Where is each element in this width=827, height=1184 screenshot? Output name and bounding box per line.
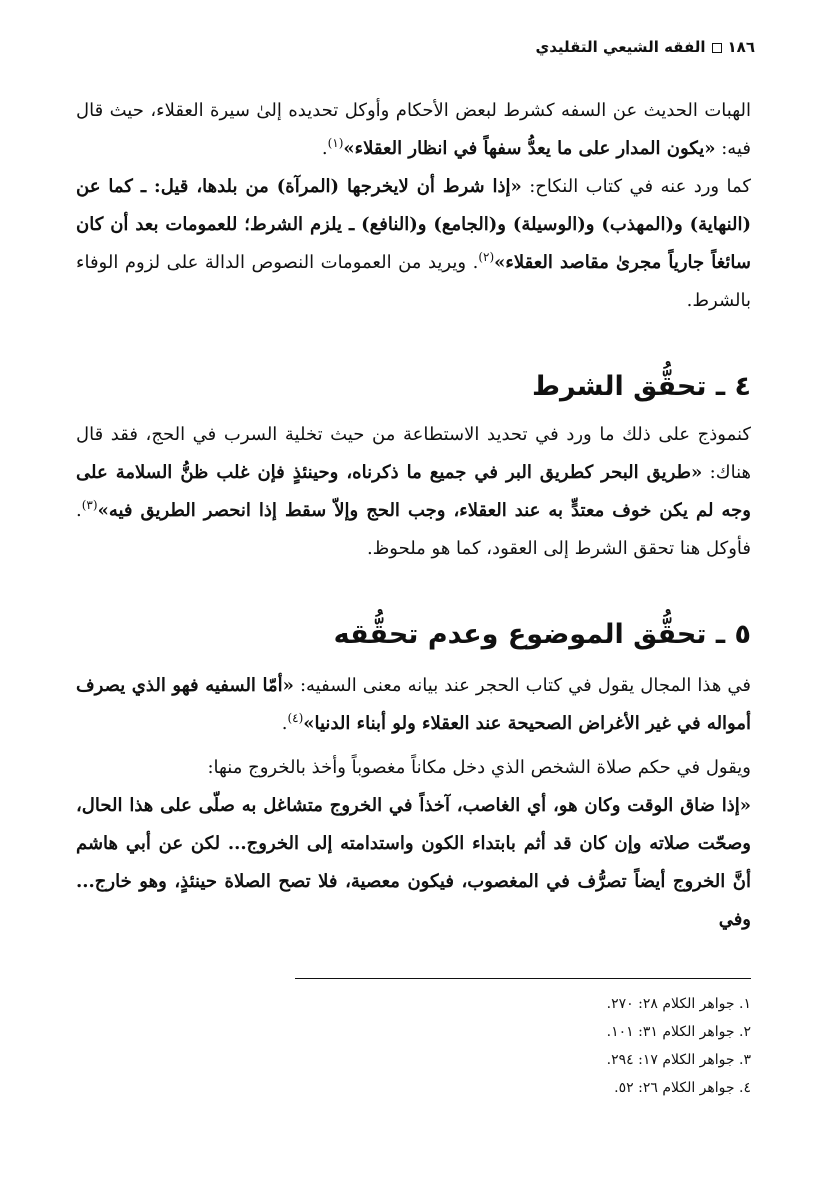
section-heading-5: ٥ ـ تحقُّق الموضوع وعدم تحقُّقه [333, 619, 751, 650]
footnote-3: ٣. جواهر الكلام ١٧: ٢٩٤. [606, 1052, 751, 1068]
quotation: «أمّا السفيه فهو الذي يصرف أمواله في غير الأغراض الصحيحة عند العقلاء ولو أبناء الدنيا» [76, 675, 751, 734]
quotation: «طريق البحر كطريق البر في جميع ما ذكرناه، وحينئذٍ فإن غلب ظنُّ السلامة على وجه لم يكن خوف معتدٍّ به عند العقلاء، وجب الحج وإلاّ سقط إذا انحصر الطريق فيه» [76, 462, 751, 521]
paragraph-4 [76, 667, 751, 743]
footnote-2: ٢. جواهر الكلام ٣١: ١٠١. [606, 1024, 751, 1040]
paragraph-5: ويقول في حكم صلاة الشخص الذي دخل مكاناً مغصوباً وأخذ بالخروج منها: [207, 757, 751, 778]
footnote-1: ١. جواهر الكلام ٢٨: ٢٧٠. [606, 996, 751, 1012]
footnote-divider [295, 978, 751, 979]
paragraph-text: في هذا المجال يقول في كتاب الحجر عند بيانه معنى السفيه: [293, 675, 752, 696]
paragraph-end: . [321, 138, 328, 159]
footnote-ref-3[interactable]: (٣) [81, 498, 98, 512]
paragraph-end: . فأوكل هنا تحقق الشرط إلى العقود، كما هو ملحوظ. [76, 500, 751, 559]
paragraph-text: كنموذج على ذلك ما ورد في تحديد الاستطاعة من حيث تخلية السرب في الحج، فقد قال هناك: [76, 424, 751, 483]
page-number: ١٨٦ [727, 38, 755, 56]
quotation: «يكون المدار على ما يعدُّ سفهاً في انظار العقلاء» [343, 138, 716, 159]
square-separator-icon [712, 43, 722, 53]
paragraph-end: . ويريد من العمومات النصوص الدالة على لزوم الوفاء بالشرط. [76, 252, 751, 311]
paragraph-end: . [281, 713, 288, 734]
footnote-4: ٤. جواهر الكلام ٢٦: ٥٢. [614, 1080, 751, 1096]
paragraph-text: الهبات الحديث عن السفه كشرط لبعض الأحكام وأوكل تحديده إلىٰ سيرة العقلاء، حيث قال فيه: [76, 100, 751, 159]
paragraph-2 [76, 168, 751, 320]
section-heading-4: ٤ ـ تحقُّق الشرط [532, 371, 751, 402]
quotation: «إذا شرط أن لايخرجها (المرآة) من بلدها، قيل: ـ كما عن (النهاية) و(المهذب) و(الوسيلة) و(الجامع) و(النافع) ـ يلزم الشرط؛ للعمومات بعد أن كان سائغاً جارياً مجرىٰ مقاصد العقلاء» [76, 176, 751, 273]
block-quotation: «إذا ضاق الوقت وكان هو، أي الغاصب، آخذاً في الخروج متشاغل به صلّى على هذا الحال، وصحّت صلاته وإن كان قد أثم بابتداء الكون واستدامته إلى الخروج... لكن عن أبي هاشم أنَّ الخروج أيضاً تصرُّف في المغصوب، فيكون معصية، فلا تصح الصلاة حينئذٍ، وهو خارج... وفي [76, 795, 751, 930]
book-title: الفقه الشيعي التقليدي [535, 38, 706, 56]
paragraph-1 [76, 92, 751, 168]
footnote-ref-1[interactable]: (١) [327, 136, 344, 150]
footnote-ref-4[interactable]: (٤) [287, 711, 304, 725]
paragraph-3 [76, 416, 751, 568]
footnote-ref-2[interactable]: (٢) [478, 250, 495, 264]
running-header [72, 34, 755, 60]
footnotes [76, 990, 751, 1102]
paragraph-text: كما ورد عنه في كتاب النكاح: [521, 176, 751, 197]
